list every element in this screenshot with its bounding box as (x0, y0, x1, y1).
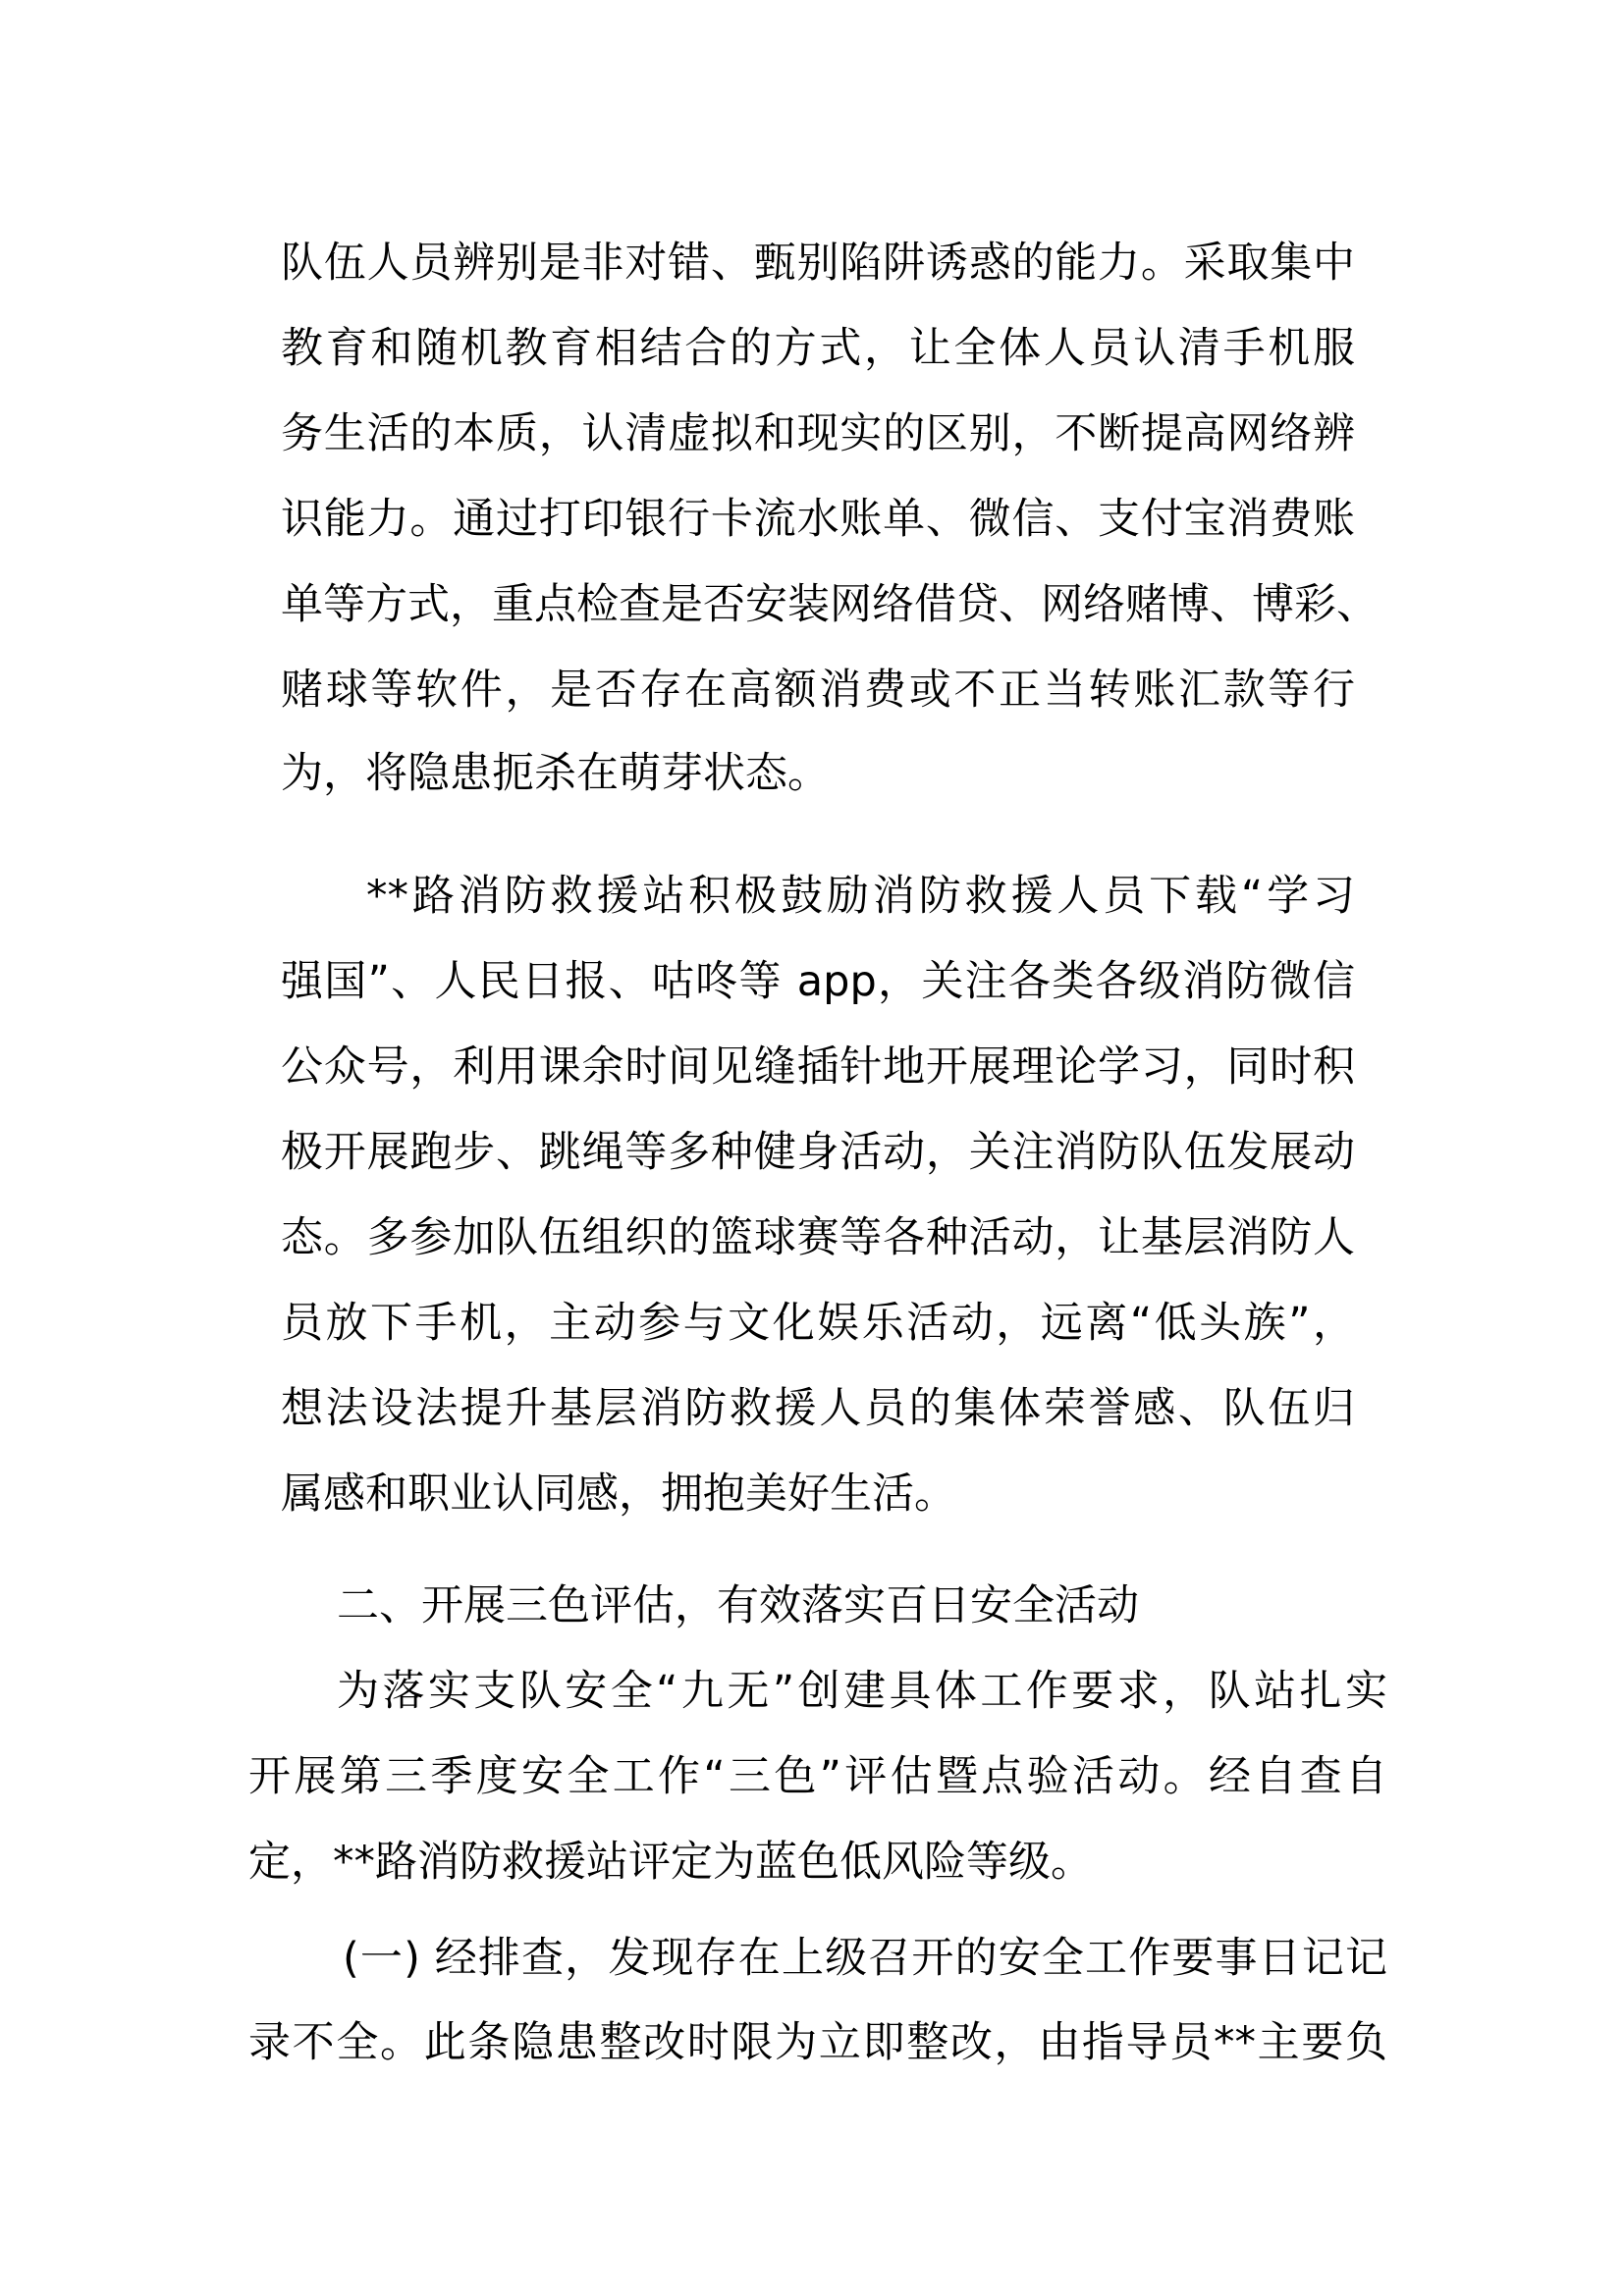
text-line: 录不全。此条隐患整改时限为立即整改，由指导员**主要负 (248, 2018, 1387, 2067)
text-line: 单等方式，重点检查是否安装网络借贷、网络赌博、博彩、 (281, 580, 1379, 629)
text-line: 极开展跑步、跳绳等多种健身活动，关注消防队伍发展动 (281, 1128, 1355, 1177)
text-line: 员放下手机，主动参与文化娱乐活动，远离“低头族”， (281, 1299, 1355, 1348)
section-heading: 二、开展三色评估，有效落实百日安全活动 (337, 1581, 1139, 1630)
text-line: 为，将隐患扼杀在萌芽状态。 (281, 749, 830, 798)
text-line: 赌球等软件，是否存在高额消费或不正当转账汇款等行 (281, 666, 1355, 715)
text-line: (一) 经排查，发现存在上级召开的安全工作要事日记记 (343, 1934, 1387, 1983)
text-line: 属感和职业认同感，拥抱美好生活。 (281, 1469, 956, 1519)
text-line: 队伍人员辨别是非对错、甄别陷阱诱惑的能力。采取集中 (281, 239, 1355, 288)
text-line: 开展第三季度安全工作“三色”评估暨点验活动。经自查自 (248, 1752, 1387, 1801)
text-line: 公众号，利用课余时间见缝插针地开展理论学习，同时积 (281, 1042, 1355, 1092)
text-line: 为落实支队安全“九无”创建具体工作要求，队站扎实 (337, 1667, 1387, 1716)
text-line: 识能力。通过打印银行卡流水账单、微信、支付宝消费账 (281, 495, 1355, 544)
text-line: 务生活的本质，认清虚拟和现实的区别，不断提高网络辨 (281, 409, 1355, 458)
text-line: 想法设法提升基层消防救援人员的集体荣誉感、队伍归 (281, 1384, 1355, 1433)
text-line: 教育和随机教育相结合的方式，让全体人员认清手机服 (281, 324, 1355, 373)
text-line: 强国”、人民日报、咕咚等 app，关注各类各级消防微信 (281, 957, 1355, 1006)
text-line: **路消防救援站积极鼓励消防救援人员下载“学习 (366, 872, 1355, 921)
text-line: 定，**路消防救援站评定为蓝色低风险等级。 (248, 1838, 1093, 1887)
text-line: 态。多参加队伍组织的篮球赛等各种活动，让基层消防人 (281, 1213, 1355, 1262)
